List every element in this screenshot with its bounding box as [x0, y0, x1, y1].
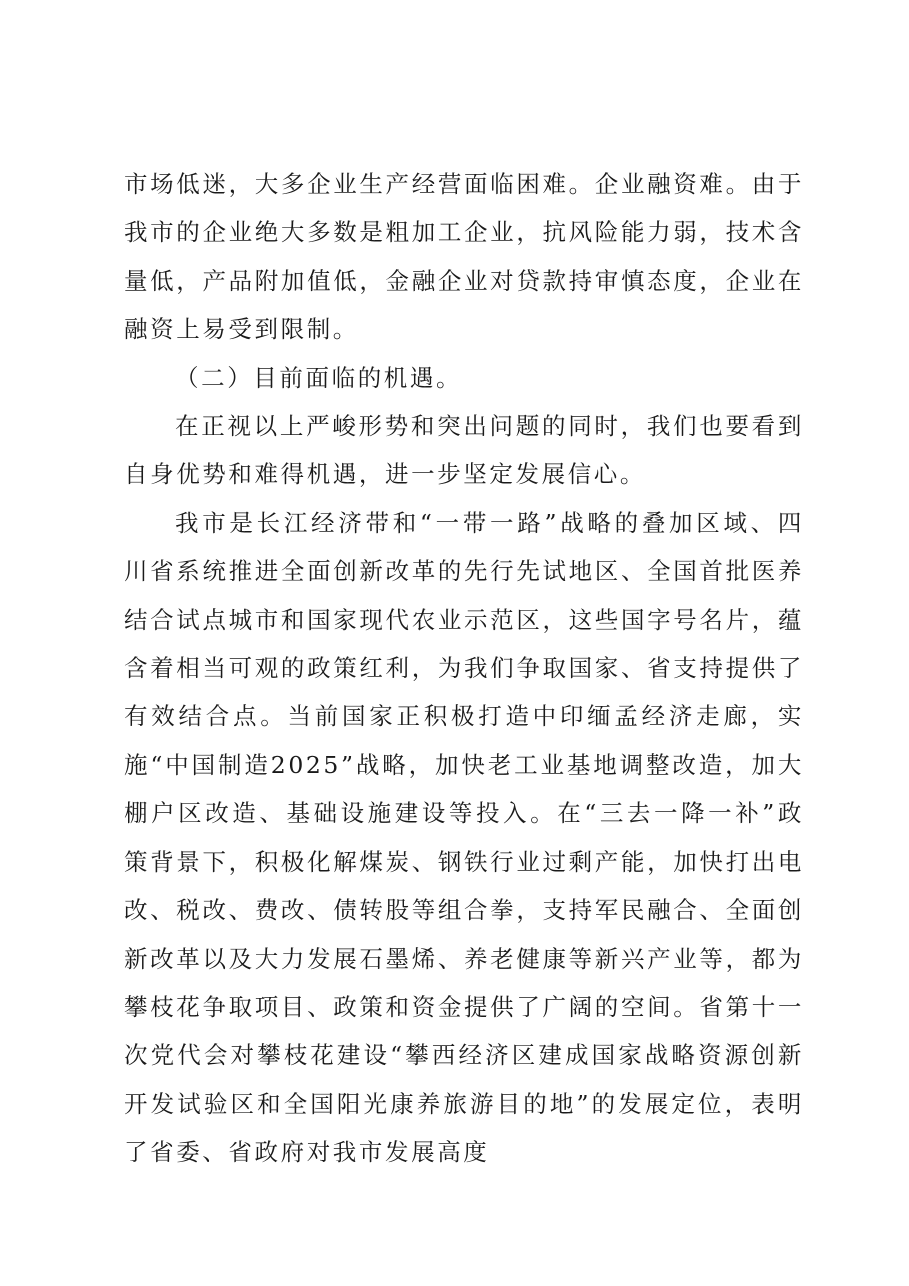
paragraph-confidence: 在正视以上严峻形势和突出问题的同时，我们也要看到自身优势和难得机遇，进一步坚定发展信心。 — [124, 412, 804, 489]
document-body — [124, 160, 804, 1177]
section-heading-opportunities: （二）目前面临的机遇。 — [175, 363, 463, 392]
paragraph-strategic-advantages: 我市是长江经济带和“一带一路”战略的叠加区域、四川省系统推进全面创新改革的先行先试地区、全国首批医养结合试点城市和国家现代农业示范区，这些国字号名片，蕴含着相当可观的政策红利，为我们争取国家、省支持提供了有效结合点。当前国家正积极打造中印缅孟经济走廊，实施“中国制造2025”战略，加快老工业基地调整改造，加大棚户区改造、基础设施建设等投入。在“三去一降一补”政策背景下，积极化解煤炭、钢铁行业过剩产能，加快打出电改、税改、费改、债转股等组合拳，支持军民融合、全面创新改革以及大力发展石墨烯、养老健康等新兴产业等，都为攀枝花争取项目、政策和资金提供了广阔的空间。省第十一次党代会对攀枝花建设“攀西经济区建成国家战略资源创新开发试验区和全国阳光康养旅游目的地”的发展定位，表明了省委、省政府对我市发展高度 — [124, 508, 804, 1167]
paragraph-financing-difficulty: 市场低迷，大多企业生产经营面临困难。企业融资难。由于我市的企业绝大多数是粗加工企业，抗风险能力弱，技术含量低，产品附加值低，金融企业对贷款持审慎态度，企业在融资上易受到限制。 — [124, 170, 804, 344]
